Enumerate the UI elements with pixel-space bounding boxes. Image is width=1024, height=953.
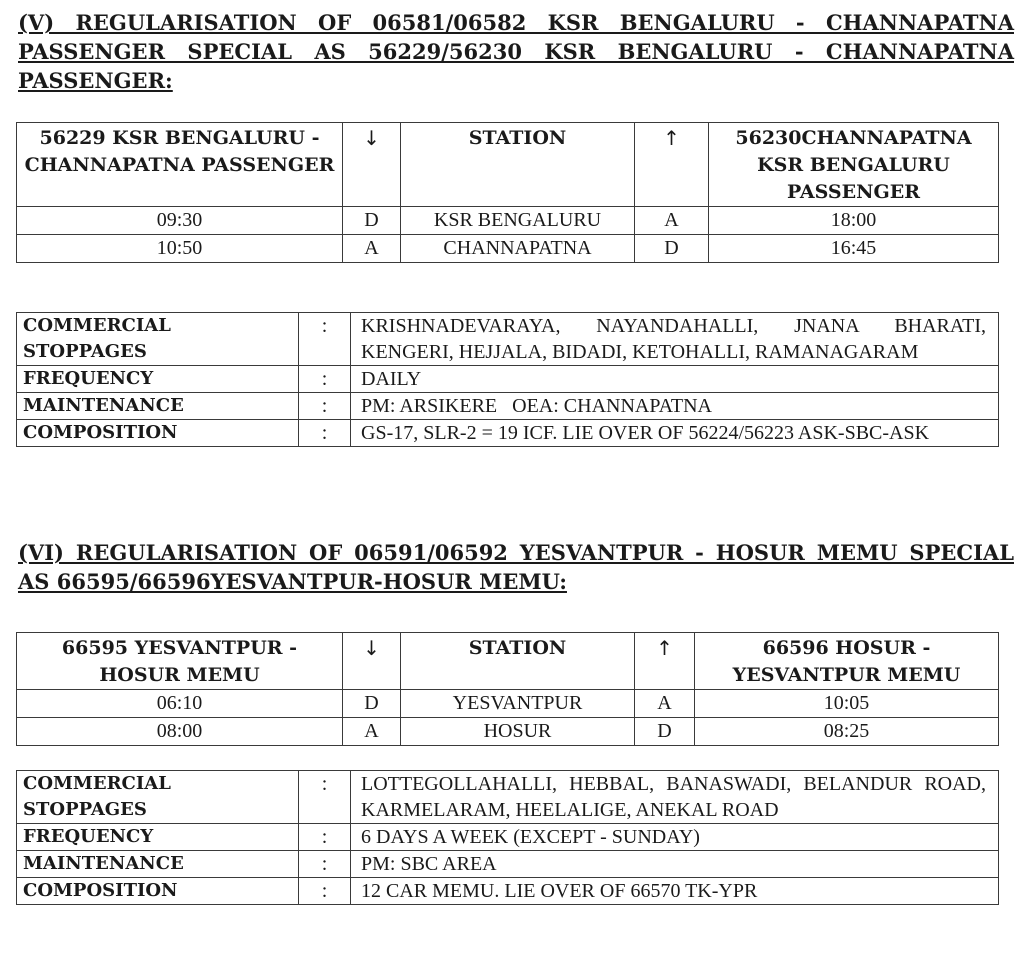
- up-arrow-icon: ↑: [635, 123, 709, 207]
- info-row-frequency: [17, 366, 999, 393]
- down-code: A: [343, 718, 401, 746]
- info-label: COMMERCIAL STOPPAGES: [17, 771, 299, 824]
- info-row-maintenance: [17, 393, 999, 420]
- station-name: CHANNAPATNA: [401, 235, 635, 263]
- info-separator: :: [299, 420, 351, 447]
- info-value: PM: SBC AREA: [351, 851, 999, 878]
- table-row: [17, 718, 999, 746]
- down-arrow-icon: ↓: [343, 123, 401, 207]
- up-time: 18:00: [709, 207, 999, 235]
- station-header: STATION: [401, 633, 635, 690]
- info-row-frequency: [17, 824, 999, 851]
- info-label: FREQUENCY: [17, 366, 299, 393]
- table-row: [17, 690, 999, 718]
- section-6-heading: (VI) REGULARISATION OF 06591/06592 YESVANTPUR - HOSUR MEMU SPECIAL AS 66595/66596YESVANTPUR-HOSUR MEMU:: [18, 540, 1014, 594]
- down-time: 08:00: [17, 718, 343, 746]
- station-header: STATION: [401, 123, 635, 207]
- station-name: HOSUR: [401, 718, 635, 746]
- info-separator: :: [299, 393, 351, 420]
- down-train-header: 56229 KSR BENGALURU - CHANNAPATNA PASSENGER: [17, 123, 343, 207]
- info-row-composition: [17, 420, 999, 447]
- up-code: D: [635, 235, 709, 263]
- info-label: MAINTENANCE: [17, 393, 299, 420]
- section-5-heading: (V) REGULARISATION OF 06581/06582 KSR BENGALURU - CHANNAPATNA PASSENGER SPECIAL AS 56229/56230 KSR BENGALURU - CHANNAPATNA PASSENGER:: [18, 10, 1014, 93]
- station-name: KSR BENGALURU: [401, 207, 635, 235]
- up-train-header: 56230CHANNAPATNA KSR BENGALURU PASSENGER: [709, 123, 999, 207]
- table-row: [17, 235, 999, 263]
- down-code: D: [343, 690, 401, 718]
- timetable-header-row: [17, 633, 999, 690]
- info-row-stoppages: [17, 313, 999, 366]
- table-row: [17, 207, 999, 235]
- down-code: A: [343, 235, 401, 263]
- info-value: LOTTEGOLLAHALLI, HEBBAL, BANASWADI, BELANDUR ROAD, KARMELARAM, HEELALIGE, ANEKAL ROAD: [351, 771, 999, 824]
- down-train-header: 66595 YESVANTPUR - HOSUR MEMU: [17, 633, 343, 690]
- info-value: 6 DAYS A WEEK (EXCEPT - SUNDAY): [351, 824, 999, 851]
- section-6-timetable: [16, 632, 999, 746]
- info-label: FREQUENCY: [17, 824, 299, 851]
- down-time: 09:30: [17, 207, 343, 235]
- info-value: 12 CAR MEMU. LIE OVER OF 66570 TK-YPR: [351, 878, 999, 905]
- down-time: 10:50: [17, 235, 343, 263]
- info-separator: :: [299, 878, 351, 905]
- timetable-header-row: [17, 123, 999, 207]
- up-code: D: [635, 718, 695, 746]
- info-label: COMPOSITION: [17, 878, 299, 905]
- info-label: COMPOSITION: [17, 420, 299, 447]
- info-separator: :: [299, 851, 351, 878]
- info-separator: :: [299, 366, 351, 393]
- up-time: 10:05: [695, 690, 999, 718]
- info-label: MAINTENANCE: [17, 851, 299, 878]
- up-arrow-icon: ↑: [635, 633, 695, 690]
- info-row-maintenance: [17, 851, 999, 878]
- up-code: A: [635, 207, 709, 235]
- up-time: 16:45: [709, 235, 999, 263]
- station-name: YESVANTPUR: [401, 690, 635, 718]
- info-row-composition: [17, 878, 999, 905]
- info-separator: :: [299, 313, 351, 366]
- down-arrow-icon: ↓: [343, 633, 401, 690]
- up-code: A: [635, 690, 695, 718]
- info-separator: :: [299, 824, 351, 851]
- info-value: KRISHNADEVARAYA, NAYANDAHALLI, JNANA BHARATI, KENGERI, HEJJALA, BIDADI, KETOHALLI, RAMANAGARAM: [351, 313, 999, 366]
- up-train-header: 66596 HOSUR - YESVANTPUR MEMU: [695, 633, 999, 690]
- info-label: COMMERCIAL STOPPAGES: [17, 313, 299, 366]
- section-6-info-table: [16, 770, 999, 905]
- info-value: GS-17, SLR-2 = 19 ICF. LIE OVER OF 56224/56223 ASK-SBC-ASK: [351, 420, 999, 447]
- section-5-info-table: [16, 312, 999, 447]
- section-5-timetable: [16, 122, 999, 263]
- info-separator: :: [299, 771, 351, 824]
- info-value: PM: ARSIKERE OEA: CHANNAPATNA: [351, 393, 999, 420]
- down-code: D: [343, 207, 401, 235]
- down-time: 06:10: [17, 690, 343, 718]
- info-row-stoppages: [17, 771, 999, 824]
- up-time: 08:25: [695, 718, 999, 746]
- info-value: DAILY: [351, 366, 999, 393]
